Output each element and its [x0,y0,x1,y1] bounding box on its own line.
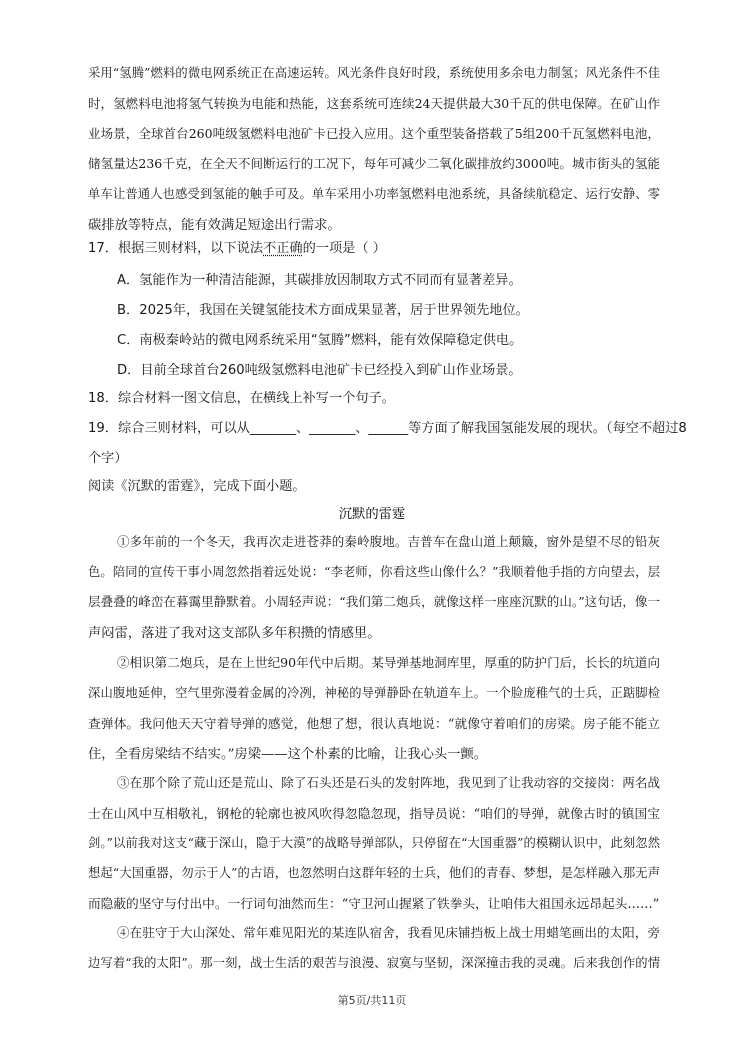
article-line-14: ④在驻守于大山深处、常年难见阳光的某连队宿舍，我看见床铺挡板上战士用蜡笔画出的太阳，旁 [117,925,660,940]
article-line-6: 深山腹地延伸，空气里弥漫着金属的冷冽，神秘的导弹静卧在轨道车上。一个脸庞稚气的士兵，正踮脚检 [88,686,660,700]
material-line-2: 时，氢燃料电池将氢气转换为电能和热能，这套系统可连续24天提供最大30千瓦的供电保障。在矿山作 [88,96,660,111]
article-line-2: 色。陪同的宣传干事小周忽然指着远处说：“李老师，你看这些山像什么？”我顺着他手指的方向望去，层 [88,565,660,579]
question-17-emphasis: 不正确 [263,241,303,256]
question-19-line-2: 个字） [88,451,128,466]
reading-instruction: 阅读《沉默的雷霆》，完成下面小题。 [88,479,306,494]
article-line-3: 层叠叠的峰峦在暮霭里静默着。小周轻声说：“我们第二炮兵，就像这样一座座沉默的山。”这句话，像一 [88,594,660,609]
article-line-1: ①多年前的一个冬天，我再次走进苍莽的秦岭腹地。吉普车在盘山道上颠簸，窗外是望不尽的铅灰 [117,534,660,549]
question-17-option-d: D．目前全球首台260吨级氢燃料电池矿卡已经投入到矿山作业场景。 [117,363,522,378]
article-line-10: 士在山风中互相敬礼，钢枪的轮廓也被风吹得忽隐忽现，指导员说：“咱们的导弹，就像古时的镇国宝 [88,806,660,821]
page-number: 第5页/共11页 [337,994,407,1007]
article-line-7: 查弹体。我问他天天守着导弹的感觉，他想了想，很认真地说：“就像守着咱们的房梁。房子能不能立 [88,716,660,731]
question-17-option-b: B．2025年，我国在关键氢能技术方面成果显著，居于世界领先地位。 [117,303,529,318]
material-line-1: 采用“氢腾”燃料的微电网系统正在高速运转。风光条件良好时段，系统使用多余电力制氢；风光条件不佳 [88,66,660,80]
question-17-stem-a: 17．根据三则材料，以下说法 [88,241,264,256]
material-line-5: 单车让普通人也感受到氢能的触手可及。单车采用小功率氢燃料电池系统，具备续航稳定、运行安静、零 [88,187,660,201]
material-line-4: 储氢量达236千克，在全天不间断运行的工况下，每年可减少二氧化碳排放约3000吨。城市街头的氢能 [88,156,660,171]
article-line-8: 住，全看房梁结不结实。”房梁——这个朴素的比喻，让我心头一颤。 [88,747,488,762]
question-17-option-a: A．氢能作为一种清洁能源，其碳排放因制取方式不同而有显著差异。 [117,273,522,288]
question-19-line-1: 19．综合三则材料，可以从_______、_______、______等方面了解我国氢能发展的现状。（每空不超过8 [88,421,687,436]
article-line-11: 剑。”以前我对这支“藏于深山，隐于大漠”的战略导弹部队，只停留在“大国重器”的模糊认识中，此刻忽然 [88,836,660,850]
article-line-15: 边写着“我的太阳”。那一刻，战士生活的艰苦与浪漫、寂寞与坚韧，深深撞击我的灵魂。后来我创作的情 [88,956,660,970]
article-line-13: 而隐蔽的坚守与付出中。一行词句油然而生：“守卫河山握紧了铁拳头，让咱伟大祖国永远昂起头……” [88,896,660,911]
question-17-option-c: C．南极秦岭站的微电网系统采用“氢腾”燃料，能有效保障稳定供电。 [117,333,523,348]
article-line-5: ②相识第二炮兵，是在上世纪90年代中后期。某导弹基地洞库里，厚重的防护门后，长长的坑道向 [117,655,660,670]
article-line-9: ③在那个除了荒山还是荒山、除了石头还是石头的发射阵地，我见到了让我动容的交接岗：两名战 [117,775,660,790]
material-line-6: 碳排放等特点，能有效满足短途出行需求。 [88,218,341,233]
question-17-stem-b: 的一项是（ ） [302,241,386,256]
material-line-3: 业场景，全球首台260吨级氢燃料电池矿卡已投入应用。这个重型装备搭载了5组200千瓦氢燃料电池， [88,126,660,141]
article-title: 沉默的雷霆 [338,507,406,522]
question-17-stem [88,237,386,256]
article-line-4: 声闷雷，落进了我对这支部队多年积攒的情感里。 [88,626,381,641]
article-line-12: 想起“大国重器，勿示于人”的古语，也忽然明白这群年轻的士兵，他们的青春、梦想，是怎样融入那无声 [88,866,660,880]
question-18: 18．综合材料一图文信息，在横线上补写一个句子。 [88,391,395,406]
